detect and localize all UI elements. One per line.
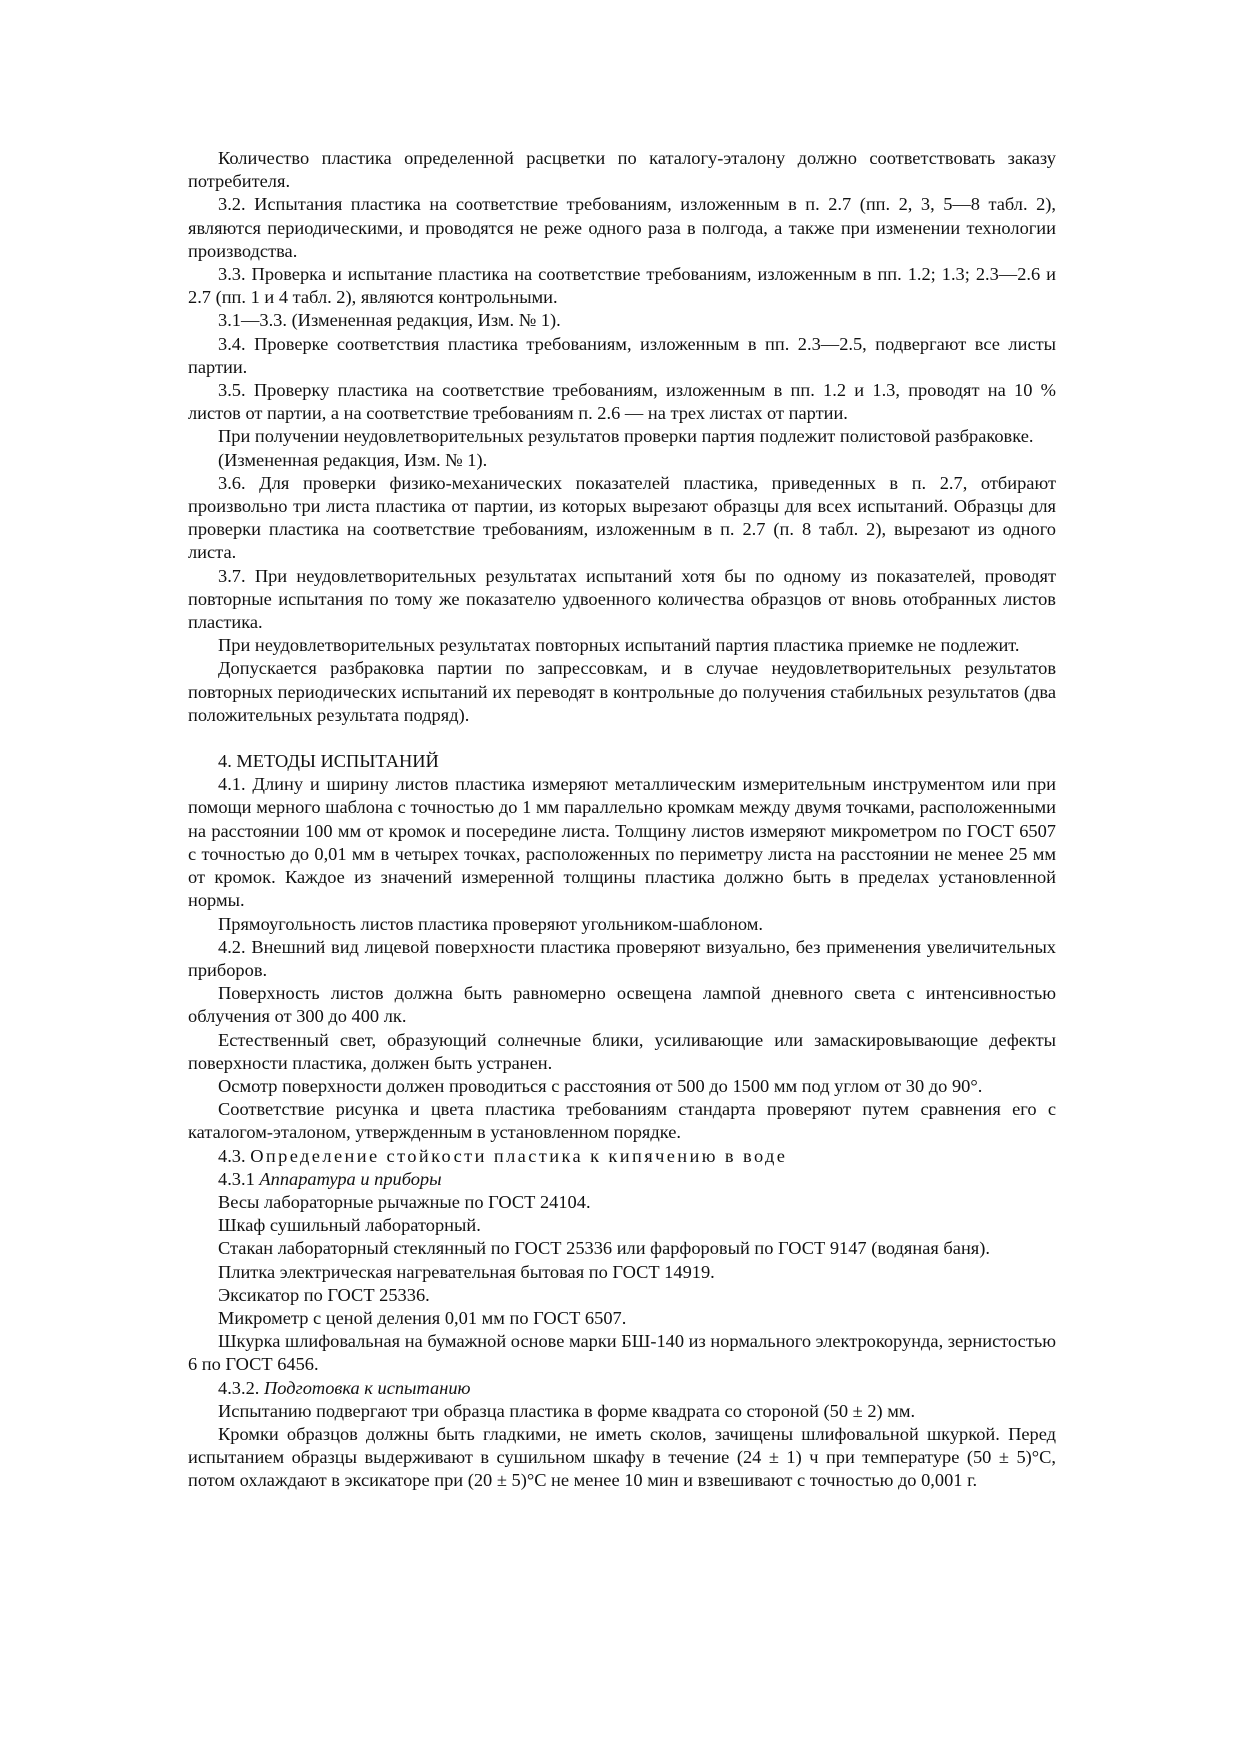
paragraph-quantity-order: Количество пластика определенной расцветки по каталогу-эталону должно соответствовать заказу потребителя. (188, 148, 1056, 192)
section-heading-test-methods: 4. МЕТОДЫ ИСПЫТАНИЙ (218, 751, 439, 772)
preparation-samples: Испытанию подвергают три образца пластика в форме квадрата со стороной (50 ± 2) мм. (218, 1400, 916, 1421)
subsection-4-3-title: Определение стойкости пластика к кипячению в воде (250, 1145, 788, 1166)
paragraph-3-3: 3.3. Проверка и испытание пластика на соответствие требованиям, изложенным в пп. 1.2; 1.3; 2.3—2.6 и 2.7 (пп. 1 и 4 табл. 2), являются контрольными. (188, 264, 1056, 308)
subsection-4-3-number: 4.3. (218, 1145, 246, 1166)
subsection-4-3-1-number: 4.3.1 (218, 1168, 255, 1189)
subsection-4-3-2-title: Подготовка к испытанию (264, 1377, 471, 1398)
equipment-scales: Весы лабораторные рычажные по ГОСТ 24104. (218, 1191, 591, 1212)
document-page (188, 147, 1056, 1493)
equipment-micrometer: Микрометр с ценой деления 0,01 мм по ГОСТ 6507. (218, 1307, 627, 1328)
paragraph-color-conformity: Соответствие рисунка и цвета пластика требованиям стандарта проверяют путем сравнения его с каталогом-эталоном, утвержденным в установленном порядке. (188, 1099, 1056, 1143)
equipment-drying-cabinet: Шкаф сушильный лабораторный. (218, 1215, 481, 1236)
paragraph-rectangularity: Прямоугольность листов пластика проверяют угольником-шаблоном. (218, 913, 763, 934)
paragraph-lighting: Поверхность листов должна быть равномерно освещена лампой дневного света с интенсивностью облучения от 300 до 400 лк. (188, 983, 1056, 1027)
paragraph-3-1-3-3-edition: 3.1—3.3. (Измененная редакция, Изм. № 1). (218, 310, 561, 331)
preparation-edges-drying: Кромки образцов должны быть гладкими, не иметь сколов, зачищены шлифовальной шкуркой. Перед испытанием образцы выдерживают в сушильном шкафу в течение (24 ± 1) ч при температуре (50 ± 5)°С, потом охлаждают в эксикаторе при (20 ± 5)°С не менее 10 мин и взвешивают с точностью до 0,001 г. (188, 1423, 1056, 1491)
subsection-4-3-2 (188, 1377, 1056, 1400)
paragraph-3-4: 3.4. Проверке соответствия пластика требованиям, изложенным в пп. 2.3—2.5, подвергают все листы партии. (188, 333, 1056, 377)
equipment-sandpaper: Шкурка шлифовальная на бумажной основе марки БШ-140 из нормального электрокорунда, зернистостью 6 по ГОСТ 6456. (188, 1331, 1057, 1375)
paragraph-3-2: 3.2. Испытания пластика на соответствие требованиям, изложенным в п. 2.7 (пп. 2, 3, 5—8 табл. 2), являются периодическими, и проводятся не реже одного раза в полгода, а также при изменении технологии производства. (188, 194, 1056, 261)
paragraph-3-6: 3.6. Для проверки физико-механических показателей пластика, приведенных в п. 2.7, отбирают произвольно три листа пластика от партии, из которых вырезают образцы для всех испытаний. Образцы для проверки пластика на соответствие требованиям, изложенным в п. 2.7 (п. 8 табл. 2), вырезают из одного листа. (188, 472, 1056, 563)
paragraph-3-5: 3.5. Проверку пластика на соответствие требованиям, изложенным в пп. 1.2 и 1.3, проводят на 10 % листов от партии, а на соответствие требованиям п. 2.6 — на трех листах от партии. (188, 380, 1056, 424)
paragraph-sorting: При получении неудовлетворительных результатов проверки партия подлежит полистовой разбраковке. (218, 426, 1034, 447)
paragraph-repeat-tests: При неудовлетворительных результатах повторных испытаний партия пластика приемке не подлежит. (218, 635, 1020, 656)
subsection-4-3 (188, 1145, 1056, 1168)
paragraph-4-1: 4.1. Длину и ширину листов пластика измеряют металлическим измерительным инструментом или при помощи мерного шаблона с точностью до 1 мм параллельно кромкам между двумя точками, расположенными на расстоянии 100 мм от кромок и посередине листа. Толщину листов измеряют микрометром по ГОСТ 6507 с точностью до 0,01 мм в четырех точках, расположенных по периметру листа на расстоянии не менее 25 мм от кромок. Каждое из значений измеренной толщины пластика должно быть в пределах установленной нормы. (188, 774, 1056, 911)
subsection-4-3-1 (188, 1168, 1056, 1191)
paragraph-4-2: 4.2. Внешний вид лицевой поверхности пластика проверяют визуально, без применения увеличительных приборов. (188, 936, 1056, 980)
equipment-hotplate: Плитка электрическая нагревательная бытовая по ГОСТ 14919. (218, 1261, 715, 1282)
paragraph-inspection-distance: Осмотр поверхности должен проводиться с расстояния от 500 до 1500 мм под углом от 30 до 90°. (218, 1075, 983, 1096)
paragraph-pressing-sorting: Допускается разбраковка партии по запрессовкам, и в случае неудовлетворительных результатов повторных периодических испытаний их переводят в контрольные до получения стабильных результатов (два положительных результата подряд). (188, 658, 1056, 725)
subsection-4-3-2-number: 4.3.2. (218, 1377, 260, 1398)
paragraph-3-7: 3.7. При неудовлетворительных результатах испытаний хотя бы по одному из показателей, проводят повторные испытания по тому же показателю удвоенного количества образцов от вновь отобранных листов пластика. (188, 565, 1056, 633)
paragraph-natural-light: Естественный свет, образующий солнечные блики, усиливающие или замаскировывающие дефекты поверхности пластика, должен быть устранен. (188, 1029, 1056, 1073)
paragraph-edition: (Измененная редакция, Изм. № 1). (218, 449, 488, 470)
equipment-beaker: Стакан лабораторный стеклянный по ГОСТ 25336 или фарфоровый по ГОСТ 9147 (водяная баня). (218, 1238, 990, 1259)
equipment-desiccator: Эксикатор по ГОСТ 25336. (218, 1284, 430, 1305)
subsection-4-3-1-title: Аппаратура и приборы (259, 1168, 442, 1189)
